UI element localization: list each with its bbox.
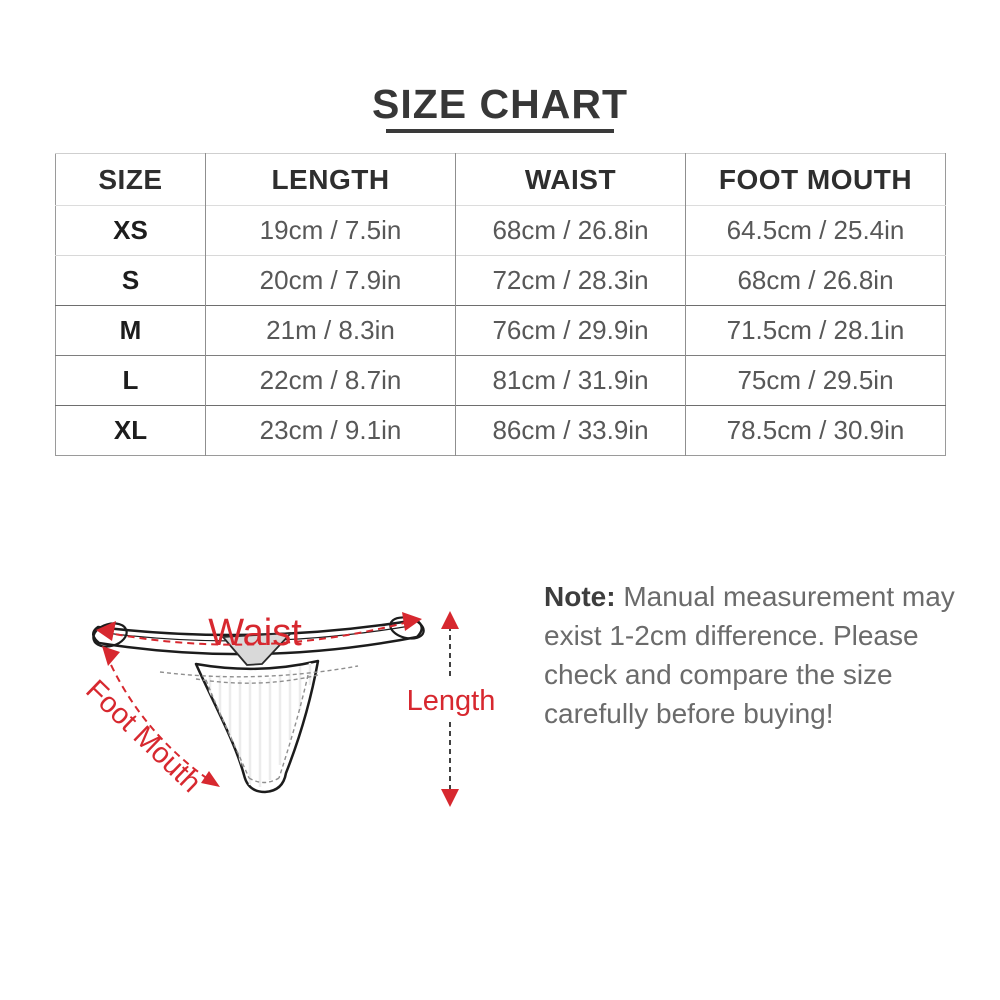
- note-text: Manual measurement may: [615, 581, 955, 612]
- size-chart-table: [55, 153, 946, 456]
- foot-mouth-value: 78.5cm / 30.9in: [686, 406, 946, 456]
- note-block: [544, 577, 955, 733]
- table-row: [56, 306, 946, 356]
- length-value: 21m / 8.3in: [206, 306, 456, 356]
- length-label: Length: [406, 685, 496, 717]
- page-title-block: [0, 82, 1000, 133]
- table-row: [56, 256, 946, 306]
- note-line: [544, 577, 955, 616]
- note-line: carefully before buying!: [544, 698, 834, 729]
- foot-mouth-value: 71.5cm / 28.1in: [686, 306, 946, 356]
- note-label: Note:: [544, 581, 616, 612]
- foot-mouth-value: 64.5cm / 25.4in: [686, 206, 946, 256]
- size-value: XL: [113, 415, 148, 445]
- foot-mouth-value: 75cm / 29.5in: [686, 356, 946, 406]
- length-value: 20cm / 7.9in: [206, 256, 456, 306]
- measurement-diagram: [60, 580, 520, 840]
- size-value: M: [119, 315, 142, 345]
- table-header-row: [56, 154, 946, 206]
- size-value: S: [121, 265, 140, 295]
- title-underline: [386, 129, 614, 133]
- column-header-foot-mouth: FOOT MOUTH: [686, 154, 946, 206]
- table-row: [56, 206, 946, 256]
- size-value: XS: [113, 215, 148, 245]
- column-header-waist: WAIST: [456, 154, 686, 206]
- length-value: 22cm / 8.7in: [206, 356, 456, 406]
- waist-value: 86cm / 33.9in: [456, 406, 686, 456]
- foot-mouth-value: 68cm / 26.8in: [686, 256, 946, 306]
- page-title: SIZE CHART: [372, 81, 628, 127]
- length-value: 23cm / 9.1in: [206, 406, 456, 456]
- waist-value: 76cm / 29.9in: [456, 306, 686, 356]
- waist-value: 72cm / 28.3in: [456, 256, 686, 306]
- waist-label: Waist: [208, 612, 302, 654]
- waist-value: 81cm / 31.9in: [456, 356, 686, 406]
- waist-value: 68cm / 26.8in: [456, 206, 686, 256]
- note-line: exist 1-2cm difference. Please: [544, 620, 919, 651]
- foot-mouth-label: Foot Mouth: [79, 674, 208, 799]
- note-line: check and compare the size: [544, 659, 893, 690]
- length-value: 19cm / 7.5in: [206, 206, 456, 256]
- column-header-size: SIZE: [98, 163, 163, 195]
- table-row: [56, 356, 946, 406]
- thong-diagram-svg: [60, 580, 520, 840]
- table-row: [56, 406, 946, 456]
- column-header-length: LENGTH: [206, 154, 456, 206]
- size-value: L: [122, 365, 139, 395]
